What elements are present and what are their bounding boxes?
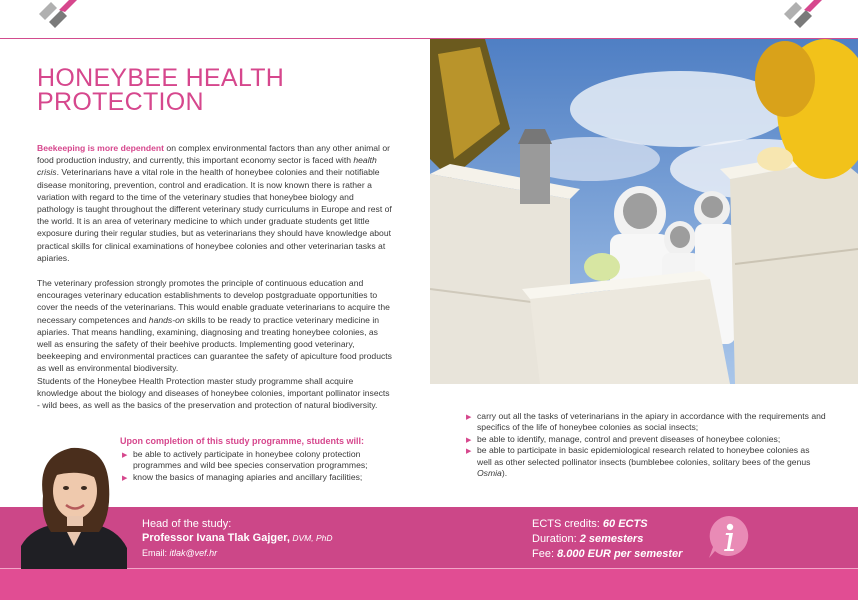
duration — [532, 532, 643, 546]
head-of-study-name — [142, 531, 332, 545]
triangle-bullet-icon: ▶ — [466, 436, 472, 444]
list-item — [122, 449, 392, 472]
outcome-genus: Osmia — [477, 468, 502, 479]
intro-emphasis: health crisis — [37, 155, 377, 178]
fee — [532, 547, 682, 561]
duration-value: 2 semesters — [579, 533, 644, 545]
outcome-text: know the basics of managing apiaries and ancillary facilities; — [133, 471, 363, 482]
page-title — [37, 66, 397, 114]
outcome-text: be able to actively participate in honeybee colony protection programmes and wild bee species conservation programmes; — [133, 449, 368, 471]
list-item — [466, 434, 826, 445]
body-text-3: Students of the Honeybee Health Protection master study programme shall acquire knowledge about the biology and diseases of honeybee colonies, important pollinator insects - wild bees, as well as the basics of the preservation and protection of natural biodiversity. — [37, 375, 390, 411]
outcomes-heading: Upon completion of this study programme, students will: — [120, 436, 365, 446]
intro-lead: Beekeeping is more dependent — [37, 143, 165, 153]
list-item — [466, 445, 826, 479]
head-name-text: Professor Ivana Tlak Gajger, — [142, 532, 290, 544]
faculty-logo-right — [782, 0, 822, 28]
head-of-study-label: Head of the study: — [142, 518, 232, 530]
email-link[interactable]: itlak@vef.hr — [169, 548, 218, 558]
duration-label: Duration: — [532, 533, 580, 545]
ects-value: 60 ECTS — [602, 518, 648, 530]
body-text-1: The veterinary profession strongly promotes the principle of continuous education and encourages veterinary education establishments to develop postgraduate opportunities to cover the needs of the veterinarians. This would enable graduate veterinarians to acquire the necessary competences and — [37, 278, 390, 325]
email-label: Email: — [142, 548, 170, 558]
outcomes-list-right — [466, 411, 826, 479]
ects-label: ECTS credits: — [532, 518, 603, 530]
body-emphasis: hands-on — [148, 314, 185, 325]
outcome-text: carry out all the tasks of veterinarians in the apiary in accordance with the requirements and specifics of the life of honeybee colonies as social insects; — [477, 411, 826, 433]
title-line-2: PROTECTION — [37, 88, 204, 116]
head-email — [142, 546, 217, 560]
triangle-bullet-icon: ▶ — [466, 414, 472, 421]
intro-paragraph — [37, 142, 392, 264]
outcome-text: be able to identify, manage, control and prevent diseases of honeybee colonies; — [477, 433, 781, 444]
faculty-logo — [37, 0, 77, 28]
outcomes-list-left — [122, 449, 392, 483]
info-icon — [705, 513, 753, 561]
footer-bottom-band — [0, 569, 858, 600]
intro-text-2: . Veterinarians have a vital role in the health of honeybee colonies and their notifiable disease monitoring, prevention, control and eradication. It is now known there is rather a variation with regard to the time of the veterinary studies that honeybee biology and pathology is taught throughout the different veterinary study curriculums in Europe and rest of the world. It is an area of veterinary medicine to which under graduate students get little exposure during their regular studies, but as veterinarians they should have knowledge about practical skills for clinical examinations of honeybee colonies and other veterinarian tasks at apiaries. — [37, 167, 392, 263]
triangle-bullet-icon: ▶ — [122, 452, 128, 459]
head-degree: DVM, PhD — [289, 533, 333, 543]
triangle-bullet-icon: ▶ — [466, 448, 472, 456]
body-paragraph — [37, 277, 392, 411]
title-line-1: HONEYBEE HEALTH — [37, 64, 285, 92]
head-of-study-portrait — [21, 436, 127, 569]
triangle-bullet-icon: ▶ — [122, 474, 128, 482]
body-text-2: skills to be ready to practice veterinary medicine in apiaries. That means handling, examining, diagnosing and treating honeybee colonies, as well as ensuring the safety of their beehive products. Implementing good veterinary, beekeeping and environmental practices can guarantee the safety of apiculture food products as well as environmental biodiversity. — [37, 314, 392, 374]
list-item — [466, 411, 826, 434]
outcome-tail: ). — [501, 468, 508, 479]
beekeepers-photo — [430, 39, 858, 384]
fee-value: 8.000 EUR per semester — [557, 548, 683, 560]
list-item — [122, 472, 392, 483]
fee-label: Fee: — [532, 548, 558, 560]
ects-credits — [532, 517, 648, 531]
intro-text-1: on complex environmental factors than any other animal or food production industry, and currently, this important economy sector is faced with — [37, 143, 390, 166]
outcome-text: be able to participate in basic epidemiological research related to honeybee colonies as well as other selected pollinator insects (bumblebee colonies, solitary bees of the genus — [477, 445, 811, 467]
